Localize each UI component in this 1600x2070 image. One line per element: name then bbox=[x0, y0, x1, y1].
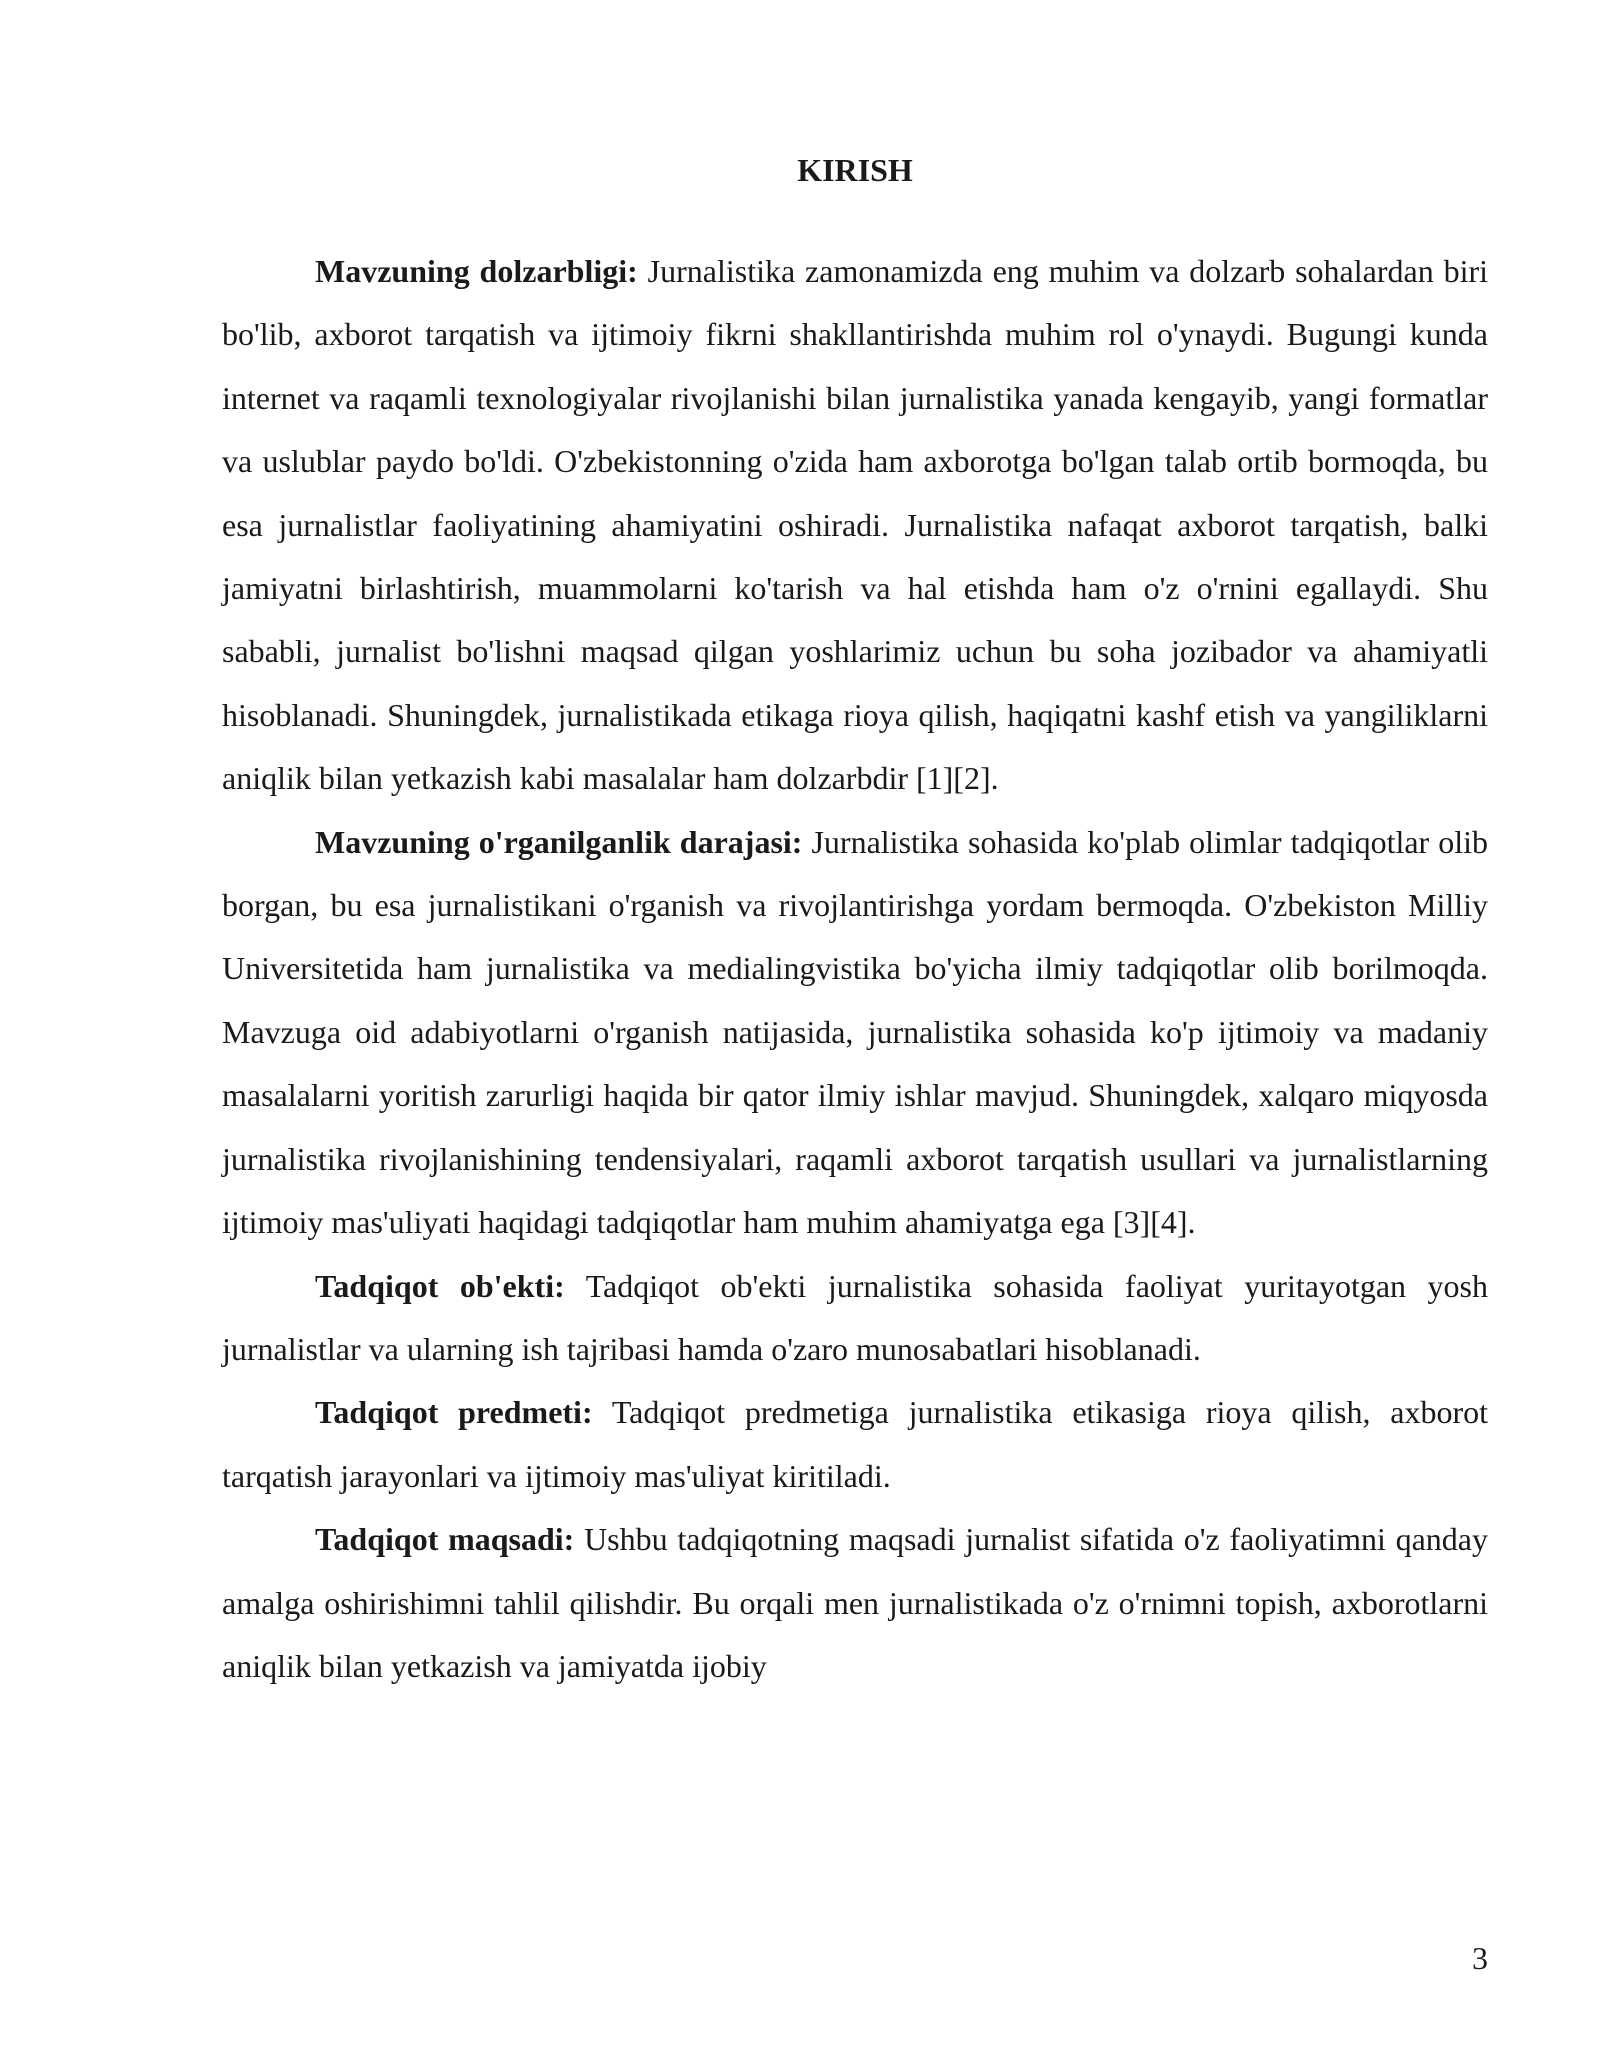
page-number: 3 bbox=[1472, 1940, 1488, 1976]
paragraph-heading: Tadqiqot predmeti: bbox=[315, 1394, 593, 1431]
paragraph-text: Ushbu tadqiqotning maqsadi jurnalist sifatida o'z faoliyatimni qanday amalga oshirishimni tahlil qilishdir. Bu orqali men jurnalistikada o'z o'rnimni topish, axborotlarni aniqlik bilan yetkazish va jamiyatda ijobiy bbox=[222, 1521, 1489, 1684]
paragraph-research-goal bbox=[222, 1508, 1488, 1698]
paragraph-level-of-study bbox=[222, 811, 1488, 1255]
paragraph-text: Tadqiqot ob'ekti jurnalistika sohasida faoliyat yuritayotgan yosh jurnalistlar va ularning ish tajribasi hamda o'zaro munosabatlari hisoblanadi. bbox=[222, 1267, 1489, 1367]
page-title: KIRISH bbox=[797, 152, 913, 188]
paragraph-relevance bbox=[222, 240, 1488, 811]
paragraph-heading: Tadqiqot maqsadi: bbox=[315, 1521, 575, 1558]
paragraph-text: Jurnalistika zamonamizda eng muhim va dolzarb sohalardan biri bo'lib, axborot tarqatish va ijtimoiy fikrni shakllantirishda muhim rol o'ynaydi. Bugungi kunda internet va raqamli texnologiyalar rivojlanishi bilan jurnalistika yanada kengayib, yangi formatlar va uslublar paydo bo'ldi. O'zbekistonning o'zida ham axborotga bo'lgan talab ortib bormoqda, bu esa jurnalistlar faoliyatining ahamiyatini oshiradi. Jurnalistika nafaqat axborot tarqatish, balki jamiyatni birlashtirish, muammolarni ko'tarish va hal etishda ham o'z o'rnini egallaydi. Shu sababli, jurnalist bo'lishni maqsad qilgan yoshlarimiz uchun bu soha jozibador va ahamiyatli hisoblanadi. Shuningdek, jurnalistikada etikaga rioya qilish, haqiqatni kashf etish va yangiliklarni aniqlik bilan yetkazish kabi masalalar ham dolzarbdir [1][2]. bbox=[222, 253, 1489, 797]
paragraph-text: Tadqiqot predmetiga jurnalistika etikasiga rioya qilish, axborot tarqatish jarayonlari va ijtimoiy mas'uliyat kiritiladi. bbox=[222, 1394, 1489, 1494]
paragraph-heading: Mavzuning dolzarbligi: bbox=[315, 253, 638, 289]
paragraph-research-subject bbox=[222, 1381, 1488, 1508]
document-body bbox=[222, 240, 1488, 1698]
paragraph-heading: Mavzuning o'rganilganlik darajasi: bbox=[315, 823, 803, 860]
paragraph-text: Jurnalistika sohasida ko'plab olimlar tadqiqotlar olib borgan, bu esa jurnalistikani o'rganish va rivojlantirishga yordam bermoqda. O'zbekiston Milliy Universitetida ham jurnalistika va medialingvistika bo'yicha ilmiy tadqiqotlar olib borilmoqda. Mavzuga oid adabiyotlarni o'rganish natijasida, jurnalistika sohasida ko'p ijtimoiy va madaniy masalalarni yoritish zarurligi haqida bir qator ilmiy ishlar mavjud. Shuningdek, xalqaro miqyosda jurnalistika rivojlanishining tendensiyalari, raqamli axborot tarqatish usullari va jurnalistlarning ijtimoiy mas'uliyati haqidagi tadqiqotlar ham muhim ahamiyatga ega [3][4]. bbox=[222, 823, 1489, 1241]
paragraph-research-object bbox=[222, 1255, 1488, 1382]
paragraph-heading: Tadqiqot ob'ekti: bbox=[315, 1267, 565, 1304]
